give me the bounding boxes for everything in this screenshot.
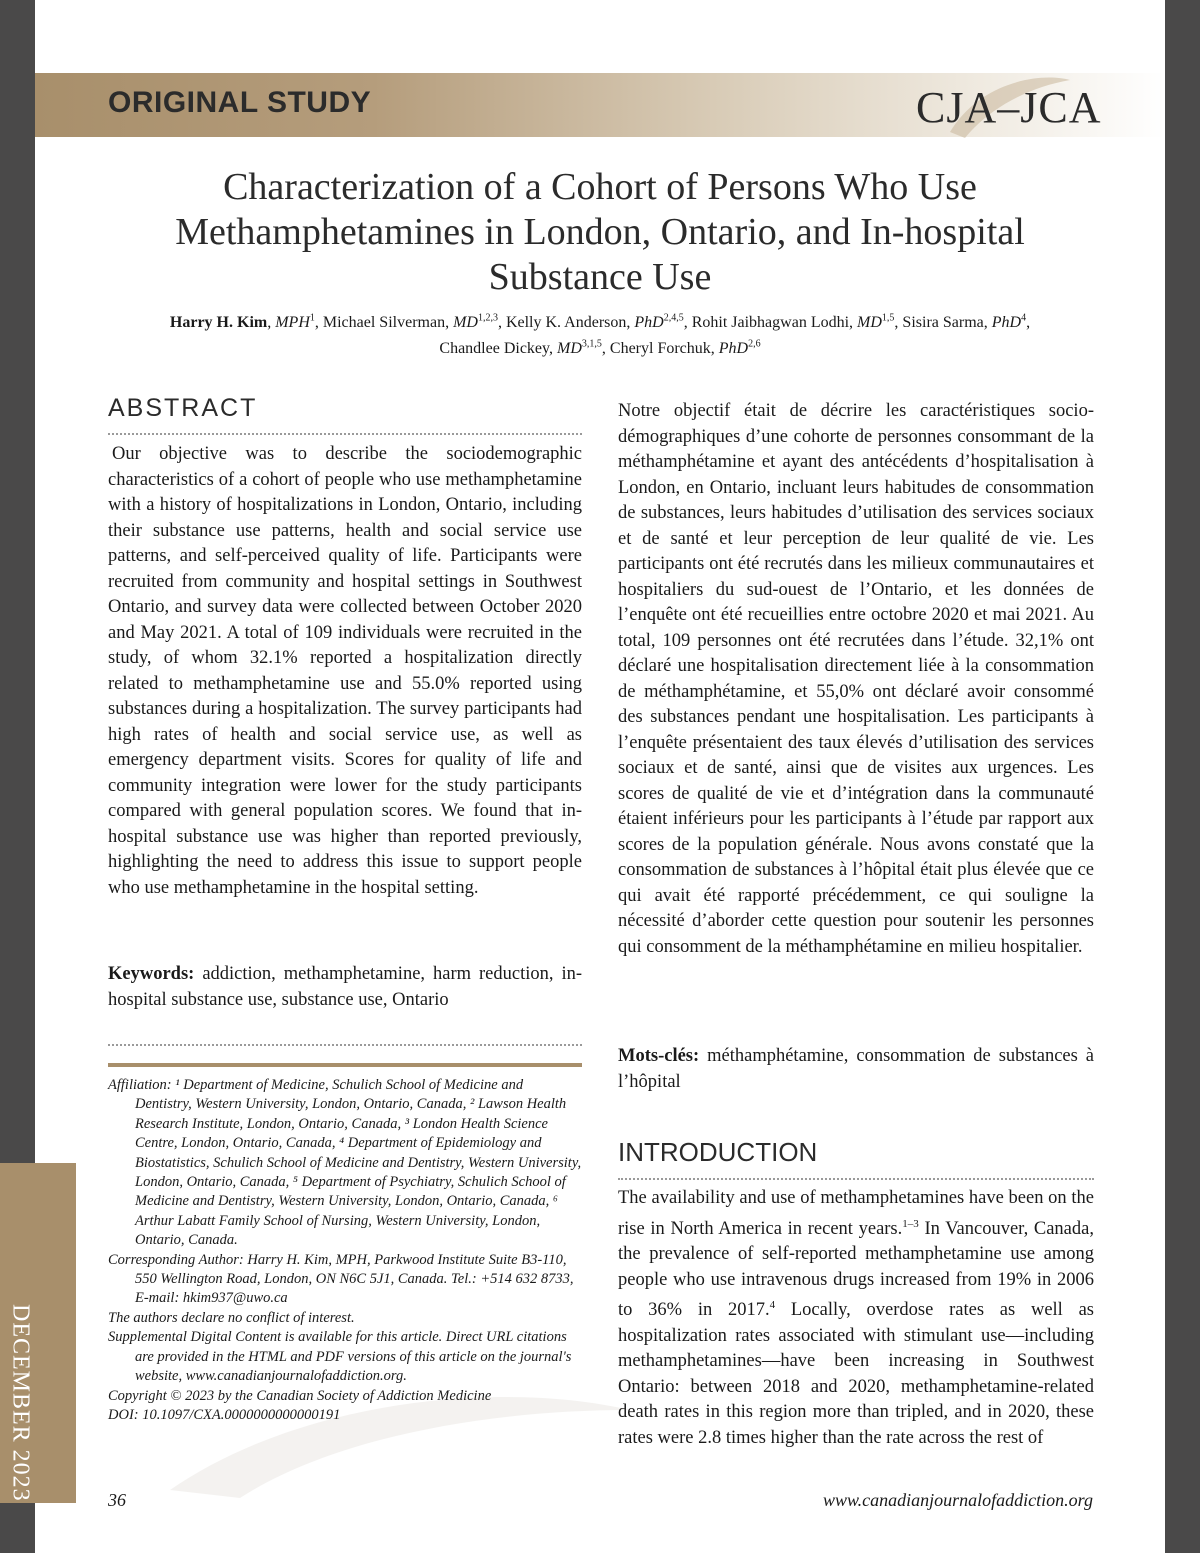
affiliation-rule [108,1063,582,1067]
abstract-heading: ABSTRACT [108,394,258,422]
journal-watermark-swoosh-icon [150,1380,650,1500]
intro-sentence-3: Locally, overdose rates as well as hospitalization rates associated with stimulant use—including methamphetamines—have been increasing in Southwest Ontario: between 2018 and 2020, methamphetamine-related death rates in this region more than tripled, and in 2020, these rates were 2.8 times higher than the rate across the rest of [618,1300,1094,1448]
section-label: ORIGINAL STUDY [108,86,372,119]
author-degree: PhD [634,314,664,332]
citation: 4 [769,1299,776,1312]
right-margin-bar [1165,0,1200,1553]
author-degree: MPH [275,314,310,332]
affiliation-text: Affiliation: ¹ Department of Medicine, Schulich School of Medicine and Dentistry, Western University, London, Ontario, Canada, ² Lawson Health Research Institute, London, Ontario, Canada, ³ London Health Science Centre, London, Ontario, Canada, ⁴ Department of Epidemiology and Biostatistics, Schulich School of Medicine and Dentistry, Western University, London, Ontario, Canada, ⁵ Department of Psychiatry, Schulich School of Medicine and Dentistry, Western University, London, Ontario, Canada, ⁶ Arthur Labatt Family School of Nursing, Western University, London, Ontario, Canada. [108,1077,582,1249]
introduction-text [618,1186,1094,1451]
doi: DOI: 10.1097/CXA.0000000000000191 [108,1406,341,1423]
author-list [100,308,1100,359]
supplemental-content: Supplemental Digital Content is available for this article. Direct URL citations are provided in the HTML and PDF versions of this article on the journal's website, www.canadianjournalofaddiction.org. [108,1329,572,1385]
author-name: Sisira Sarma [902,314,984,332]
author-name: Cheryl Forchuk [609,339,711,357]
author: Harry H. Kim, MPH$^1$, [169,313,323,332]
issue-date: DECEMBER 2023 [7,1304,34,1502]
author-affiliation-number: 1,2,3 [477,313,498,324]
author-degree: MD [857,314,882,332]
author-name: Chandlee Dickey [439,339,549,357]
keywords-label: Keywords: [108,964,195,984]
author: Chandlee Dickey, MD$^{3,1,5}$, [439,338,610,357]
mots-cles [618,1044,1094,1095]
author-name: Harry H. Kim [169,314,268,332]
author-degree: MD [557,339,582,357]
author-name: Kelly K. Anderson [505,314,627,332]
abstract-english: Our objective was to describe the sociodemographic characteristics of a cohort of people who use methamphetamine with a history of hospitalizations in London, Ontario, including their substance use patterns, health and social service use patterns, and self-perceived quality of life. Participants were recruited from community and hospital settings in Southwest Ontario, and survey data were collected between October 2020 and May 2021. A total of 109 individuals were recruited in the study, of whom 32.1% reported a hospitalization directly related to methamphetamine use and 55.0% reported using substances during a hospitalization. The survey participants had high rates of health and social service use, as well as emergency department visits. Scores for quality of life and community integration were lower for the study participants compared with general population scores. We found that in-hospital substance use was higher than reported previously, highlighting the need to address this issue to support people who use methamphetamine in the hospital setting. [108,444,582,898]
author-affiliation-number: 1 [309,313,315,324]
author-degree: PhD [991,314,1022,332]
author: Cheryl Forchuk, PhD$^{2,6}$ [609,338,761,357]
intro-sentence-1: The availability and use of methamphetamines have been on the rise in North America in recent years. [618,1188,1094,1239]
author-affiliation-number: 2,6 [748,338,761,350]
author: Michael Silverman, MD$^{1,2,3}$, [322,313,506,332]
citation: 1–3 [902,1217,919,1230]
keywords [108,962,582,1013]
mots-cles-text: méthamphétamine, consommation de substances à l’hôpital [618,1046,1094,1092]
corresponding-author: Corresponding Author: Harry H. Kim, MPH, Parkwood Institute Suite B3-110, 550 Wellington Road, London, ON N6C 5J1, Canada. Tel.: +514 632 8733, E-mail: hkim937@uwo.ca [108,1251,574,1307]
left-margin-bar [0,0,35,1165]
date-tab [0,1163,76,1503]
affiliations [108,1076,582,1425]
journal-logo: CJA–JCA [916,83,1102,132]
conflict-statement: The authors declare no conflict of interest. [108,1309,355,1326]
copyright: Copyright © 2023 by the Canadian Society of Addiction Medicine [108,1387,492,1404]
author-name: Michael Silverman [322,314,446,332]
intro-sentence-2: In Vancouver, Canada, the prevalence of self-reported methamphetamine use among people who use intravenous drugs increased from 19% in 2006 to 36% in 2017. [618,1218,1094,1321]
author-degree: MD [453,314,478,332]
journal-url: www.canadianjournalofaddiction.org [822,1490,1093,1510]
mots-cles-label: Mots-clés: [618,1046,700,1066]
abstract-french: Notre objectif était de décrire les caractéristiques sociodémographiques d’une cohorte de personnes consommant de la méthamphétamine et ayant des antécédents d’hospitalisation à London, en Ontario, incluant leurs habitudes de consommation de substances, leurs habitudes d’utilisation des services sociaux et de santé et leur perception de leur qualité de vie. Les participants ont été recrutés dans les milieux communautaires et hospitaliers du sud-ouest de l’Ontario, et les données de l’enquête ont été recueillies entre octobre 2020 et mai 2021. Au total, 109 personnes ont été recrutées dans l’étude. 32,1% ont déclaré une hospitalisation directement liée à la consommation de méthamphétamine, et 55,0% ont déclaré avoir consommé des substances pendant une hospitalisation. Les participants à l’enquête présentaient des taux élevés d’utilisation des services sociaux et de santé, ainsi que de visites aux urgences. Les scores de qualité de vie et d’intégration dans la communauté étaient inférieurs pour les participants à l’étude par rapport aux scores de la population générale. Nous avons constaté que la consommation de substances à l’hôpital était plus élevée que ce qui avait été rapporté précédemment, ce qui souligne la nécessité d’aborder cette question pour soutenir les personnes qui consomment de la méthamphétamine en milieu hospitalier. [618,401,1094,957]
author-degree: PhD [718,339,749,357]
author-affiliation-number: 3,1,5 [581,338,602,350]
author-name: Rohit Jaibhagwan Lodhi [691,314,850,332]
page-number: 36 [108,1490,126,1510]
divider [108,1044,582,1046]
author-affiliation-number: 4 [1021,313,1027,324]
author: Sisira Sarma, PhD$^4$, [902,313,1031,332]
article-title: Characterization of a Cohort of Persons Who Use Methamphetamines in London, Ontario, and In-hospital Substance Use [175,166,1025,298]
introduction-heading: INTRODUCTION [618,1137,818,1167]
divider [108,433,582,435]
author-affiliation-number: 2,4,5 [663,313,684,324]
author-affiliation-number: 1,5 [881,313,895,324]
keywords-text: addiction, methamphetamine, harm reduction, in-hospital substance use, substance use, Ontario [108,964,582,1010]
divider [618,1178,1094,1180]
author: Kelly K. Anderson, PhD$^{2,4,5}$, [505,313,692,332]
author: Rohit Jaibhagwan Lodhi, MD$^{1,5}$, [691,313,903,332]
